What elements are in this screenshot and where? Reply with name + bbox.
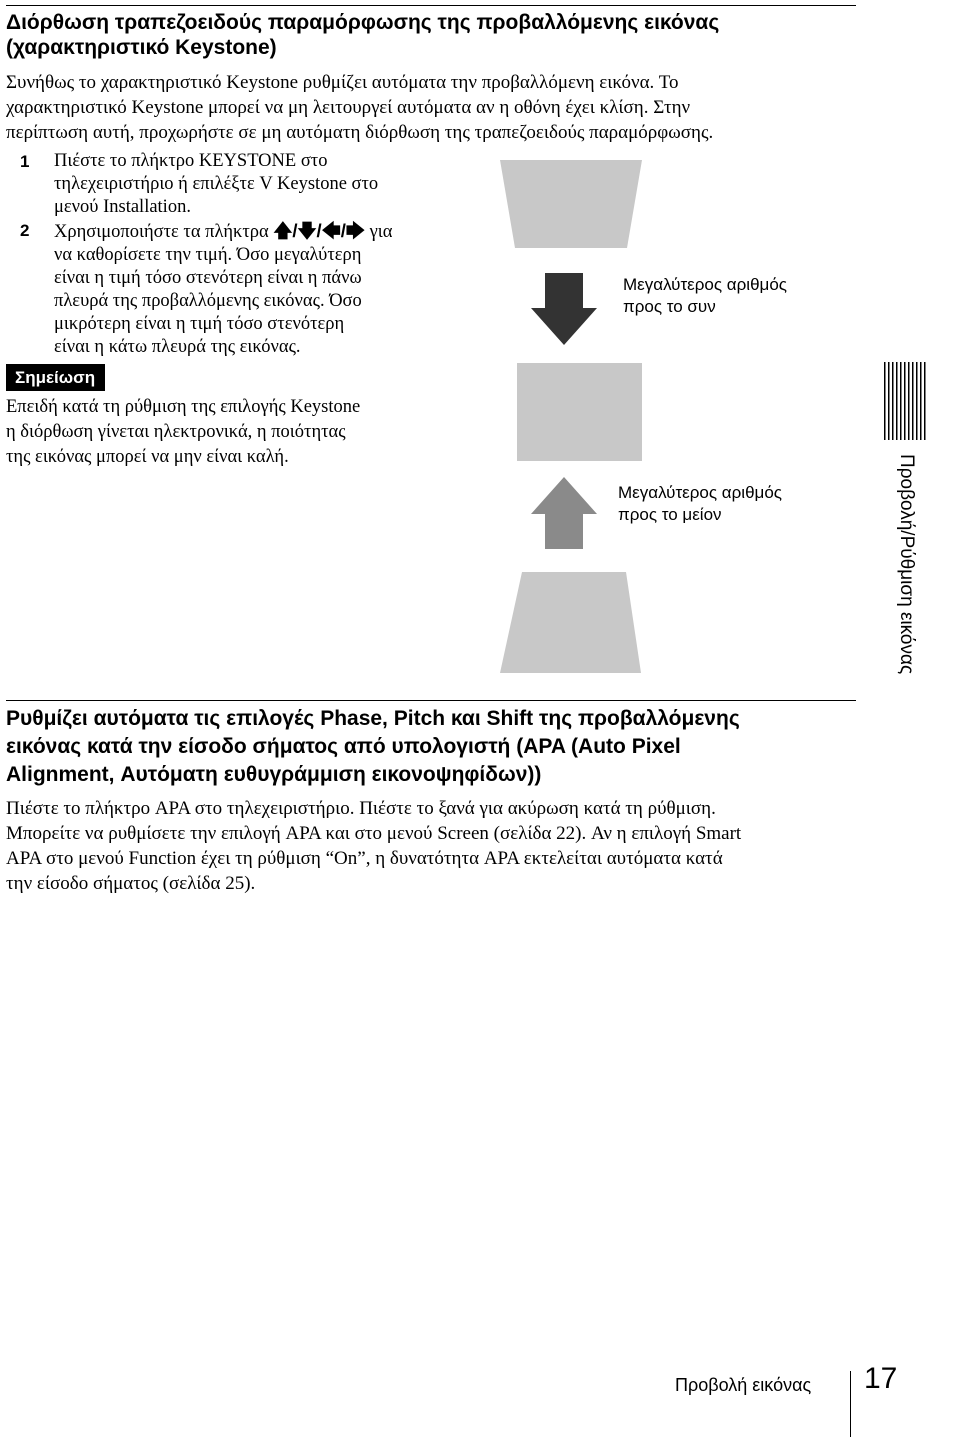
arrow-down-icon [531,273,597,345]
note-badge: Σημείωση [6,364,105,391]
keystone-figure [480,150,680,690]
section-rule-middle [6,700,856,701]
step-line: να καθορίσετε την τιμή. Όσο μεγαλύτερη [54,245,362,265]
step-line [54,219,434,244]
section-heading-apa [6,705,866,789]
page-number: 17 [864,1362,898,1395]
step-number: 2 [20,221,30,240]
intro-line: Συνήθως το χαρακτηριστικό Keystone ρυθμίζει αυτόματα την προβαλλόμενη εικόνα. Το [6,72,679,93]
step-2 [6,219,426,359]
body-line: την είσοδο σήματος (σελίδα 25). [6,873,256,894]
heading-line: Διόρθωση τραπεζοειδούς παραμόρφωσης της προβαλλόμενης εικόνας [6,11,720,34]
heading-line: Ρυθμίζει αυτόματα τις επιλογές Phase, Pitch και Shift της προβαλλόμενης [6,707,740,730]
step-line: είναι η κάτω πλευρά της εικόνας. [54,337,301,357]
step-line: είναι η τιμή τόσο στενότερη είναι η πάνω [54,268,362,288]
label-line: Μεγαλύτερος αριθμός [623,275,787,294]
arrow-keys-icon: 🡅/🡇/🡄/🡆 [273,220,365,241]
note-line: της εικόνας μπορεί να μην είναι καλή. [6,447,289,467]
heading-line: (χαρακτηριστικό Keystone) [6,36,277,59]
section-tab-label: Προβολή/Ρύθμιση εικόνας [896,454,917,675]
section-heading-keystone [6,10,866,60]
step-text [54,150,434,219]
arrow-up-icon [531,477,597,549]
step-line: πλευρά της προβαλλόμενης εικόνας. Όσο [54,291,362,311]
note-text [6,395,426,470]
apa-paragraph [6,796,866,896]
note-line: Επειδή κατά τη ρύθμιση της επιλογής Keystone [6,397,361,417]
step-line-end: για [365,222,393,242]
body-line: Μπορείτε να ρυθμίσετε την επιλογή APA και στο μενού Screen (σελίδα 22). Αν η επιλογή Smart [6,823,742,844]
trapezoid-narrow-bottom [500,160,642,248]
label-minus [618,482,782,526]
step-line: τηλεχειριστήριο ή επιλέξτε V Keystone στο [54,174,379,194]
body-line: APA στο μενού Function έχει τη ρύθμιση “On”, η δυνατότητα APA εκτελείται αυτόματα κατά [6,848,723,869]
note-line: η διόρθωση γίνεται ηλεκτρονικά, η ποιότητας [6,422,346,442]
footer-section-name: Προβολή εικόνας [675,1375,812,1395]
section-rule-top [6,5,856,6]
section-tab-marker [884,362,926,440]
label-line: προς το μείον [618,505,722,524]
heading-line: εικόνας κατά την είσοδο σήματος από υπολογιστή (APA (Auto Pixel [6,735,681,758]
step-line: Πιέστε το πλήκτρο KEYSTONE στο [54,151,328,171]
step-number: 1 [20,152,30,171]
label-line: προς το συν [623,297,716,316]
body-line: Πιέστε το πλήκτρο APA στο τηλεχειριστήριο. Πιέστε το ξανά για ακύρωση κατά τη ρύθμιση. [6,798,716,819]
rectangle-normal-image [517,363,642,461]
intro-paragraph [6,70,856,145]
label-plus [623,274,787,318]
intro-line: χαρακτηριστικό Keystone μπορεί να μη λειτουργεί αυτόματα αν η οθόνη έχει κλίση. Στην [6,97,691,118]
trapezoid-narrow-top [500,572,641,673]
step-line-start: Χρησιμοποιήστε τα πλήκτρα [54,222,274,242]
intro-line: περίπτωση αυτή, προχωρήστε σε μη αυτόματη διόρθωση της τραπεζοειδούς παραμόρφωσης. [6,122,714,143]
label-line: Μεγαλύτερος αριθμός [618,483,782,502]
step-text [54,219,434,359]
heading-line: Alignment, Αυτόματη ευθυγράμμιση εικονοψηφίδων)) [6,763,542,786]
footer-divider [850,1371,851,1437]
step-line: μενού Installation. [54,197,191,217]
step-1 [6,150,426,220]
step-line: μικρότερη είναι η τιμή τόσο στενότερη [54,314,345,334]
